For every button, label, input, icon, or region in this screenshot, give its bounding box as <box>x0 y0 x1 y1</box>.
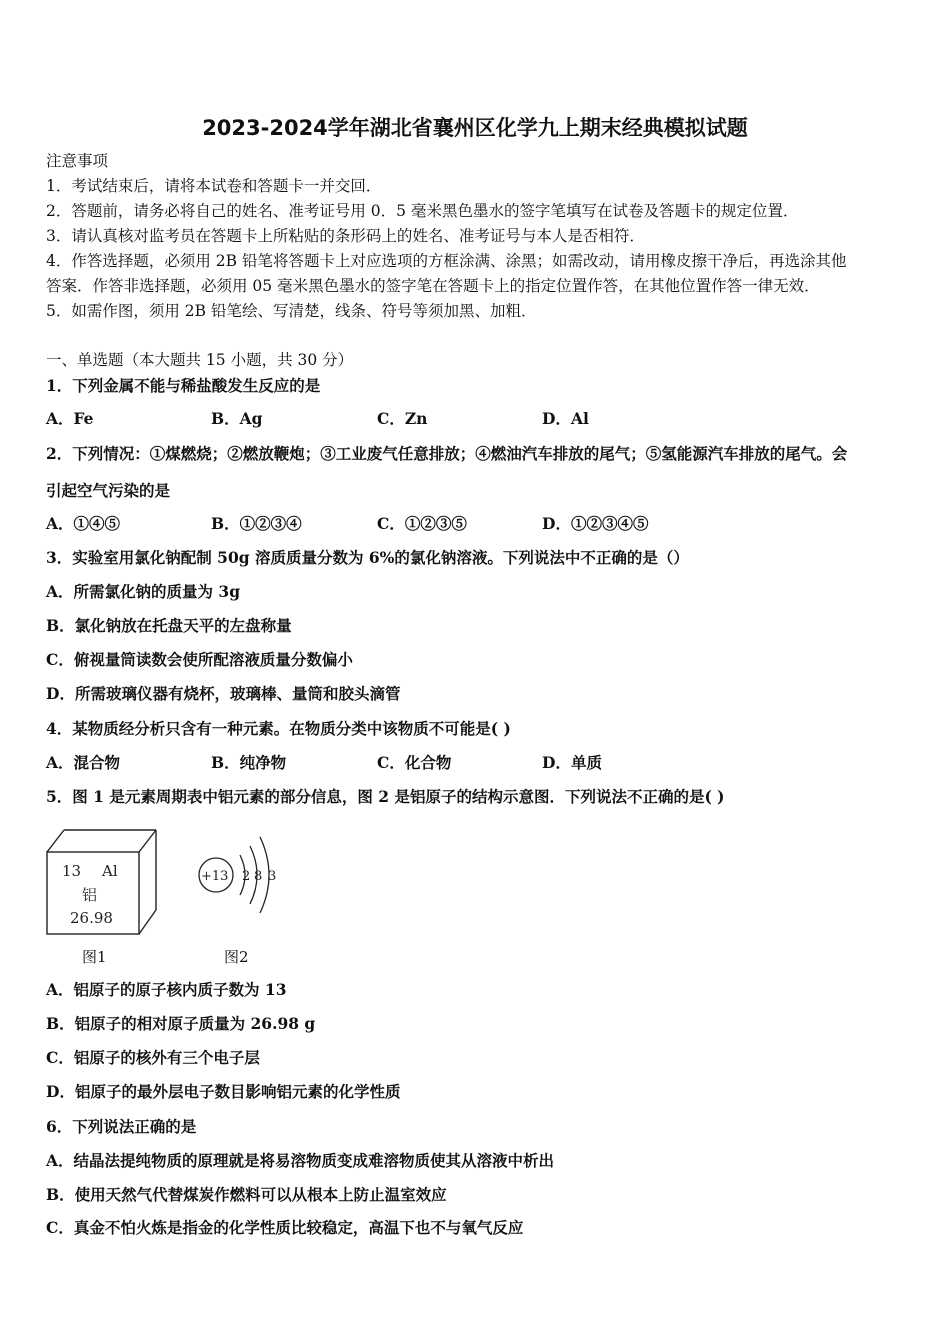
q5-option-b[interactable]: B．铝原子的相对原子质量为 26.98 g <box>46 1014 316 1033</box>
q2-option-c[interactable]: C．①②③⑤ <box>377 514 467 533</box>
question-6: 6．下列说法正确的是 <box>46 1117 197 1136</box>
question-3: 3．实验室用氯化钠配制 50g 溶质质量分数为 6%的氯化钠溶液。下列说法中不正确的是（） <box>46 548 689 567</box>
question-5: 5．图 1 是元素周期表中铝元素的部分信息，图 2 是铝原子的结构示意图．下列说法不正确的是( ) <box>46 787 725 806</box>
question-4: 4．某物质经分析只含有一种元素。在物质分类中该物质不可能是( ) <box>46 719 511 738</box>
q6-option-b[interactable]: B．使用天然气代替煤炭作燃料可以从根本上防止温室效应 <box>46 1185 447 1204</box>
question-2: 2．下列情况：①煤燃烧；②燃放鞭炮；③工业废气任意排放；④燃油汽车排放的尾气；⑤氢能源汽车排放的尾气。会 <box>46 444 848 463</box>
question-2-cont: 引起空气污染的是 <box>46 481 171 500</box>
element-symbol: Al <box>102 862 118 880</box>
q3-option-b[interactable]: B．氯化钠放在托盘天平的左盘称量 <box>46 616 292 635</box>
aluminum-figures <box>44 818 294 968</box>
q1-option-b[interactable]: B．Ag <box>211 409 263 428</box>
figure-2-label: 图2 <box>224 948 249 966</box>
nucleus-charge: +13 <box>201 869 229 884</box>
q5-option-c[interactable]: C．铝原子的核外有三个电子层 <box>46 1048 260 1067</box>
q4-option-c[interactable]: C．化合物 <box>377 753 452 772</box>
notice-heading: 注意事项 <box>46 152 109 170</box>
q2-option-a[interactable]: A．①④⑤ <box>46 514 121 533</box>
q5-option-d[interactable]: D．铝原子的最外层电子数目影响铝元素的化学性质 <box>46 1082 401 1101</box>
q5-option-a[interactable]: A．铝原子的原子核内质子数为 13 <box>46 980 287 999</box>
shell-3-electrons: 3 <box>268 869 277 884</box>
notice-line: 3．请认真核对监考员在答题卡上所粘贴的条形码上的姓名、准考证号与本人是否相符． <box>46 227 645 245</box>
q3-option-a[interactable]: A．所需氯化钠的质量为 3g <box>46 582 241 601</box>
q6-option-c[interactable]: C．真金不怕火炼是指金的化学性质比较稳定，高温下也不与氧气反应 <box>46 1218 524 1237</box>
atomic-number: 13 <box>62 862 82 880</box>
atomic-mass: 26.98 <box>70 909 113 927</box>
notice-line: 1．考试结束后，请将本试卷和答题卡一并交回． <box>46 177 382 195</box>
q1-option-c[interactable]: C．Zn <box>377 409 428 428</box>
q3-option-d[interactable]: D．所需玻璃仪器有烧杯，玻璃棒、量筒和胶头滴管 <box>46 684 401 703</box>
q1-option-a[interactable]: A．Fe <box>46 409 94 428</box>
figure-1-label: 图1 <box>82 948 107 966</box>
q6-option-a[interactable]: A．结晶法提纯物质的原理就是将易溶物质变成难溶物质使其从溶液中析出 <box>46 1151 555 1170</box>
page-title: 2023-2024学年湖北省襄州区化学九上期末经典模拟试题 <box>202 116 748 140</box>
element-name: 铝 <box>82 886 98 904</box>
shell-2-electrons: 8 <box>254 869 263 884</box>
q4-option-d[interactable]: D．单质 <box>542 753 602 772</box>
q4-option-b[interactable]: B．纯净物 <box>211 753 287 772</box>
q3-option-c[interactable]: C．俯视量筒读数会使所配溶液质量分数偏小 <box>46 650 353 669</box>
q2-option-d[interactable]: D．①②③④⑤ <box>542 514 649 533</box>
notice-line: 答案．作答非选择题，必须用 05 毫米黑色墨水的签字笔在答题卡上的指定位置作答，在其他位置作答一律无效． <box>46 277 820 295</box>
q1-option-d[interactable]: D．Al <box>542 409 589 428</box>
shell-1-electrons: 2 <box>242 869 251 884</box>
question-1: 1．下列金属不能与稀盐酸发生反应的是 <box>46 376 321 395</box>
notice-line: 2．答题前，请务必将自己的姓名、准考证号用 0．5 毫米黑色墨水的签字笔填写在试卷及答题卡的规定位置． <box>46 202 799 220</box>
notice-line: 5．如需作图，须用 2B 铅笔绘、写清楚，线条、符号等须加黑、加粗． <box>46 302 537 320</box>
notice-line: 4．作答选择题，必须用 2B 铅笔将答题卡上对应选项的方框涂满、涂黑；如需改动，请用橡皮擦干净后，再选涂其他 <box>46 252 847 270</box>
q4-option-a[interactable]: A．混合物 <box>46 753 121 772</box>
section-heading: 一、单选题（本大题共 15 小题，共 30 分） <box>46 351 354 369</box>
q2-option-b[interactable]: B．①②③④ <box>211 514 302 533</box>
